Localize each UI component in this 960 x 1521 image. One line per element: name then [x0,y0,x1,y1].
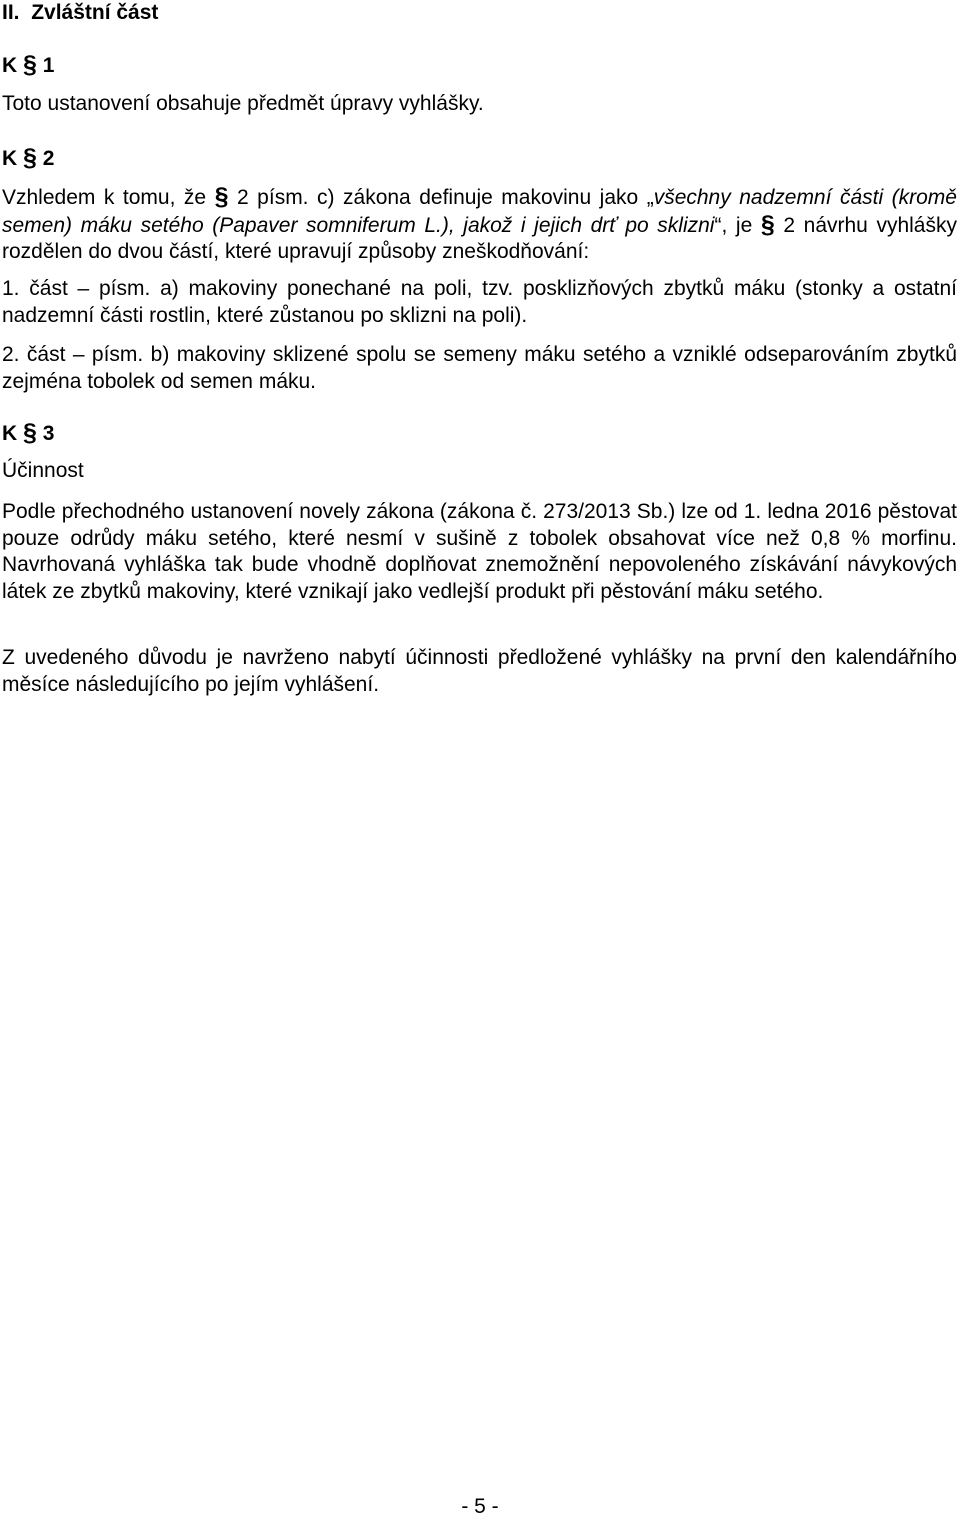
k2-definition-quote: všechny nadzemní části (kromě semen) máku setého (Papaver somniferum L.), jakož i jejich drť po sklizni [2,186,957,237]
k3-paragraph-2: Z uvedeného důvodu je navrženo nabytí účinnosti předložené vyhlášky na první den kalendářního měsíce následujícího po jejím vyhlášení. [2,646,957,696]
quote-open: „ [646,186,654,209]
k2-part-1: 1. část – písm. a) makoviny ponechané na poli, tzv. posklizňových zbytků máku (stonky a ostatní nadzemní části rostlin, které zůstanou po sklizni na poli). [2,277,957,327]
k3-number: 3 [42,422,55,445]
quote-close: “ [714,213,722,237]
section-symbol: § [23,144,37,172]
section-symbol: § [23,51,37,79]
k3-label: K [2,422,18,445]
k2-part-2: 2. část – písm. b) makoviny sklizené spolu se semeny máku setého a vzniklé odseparováním zbytků zejména tobolek od semen máku. [2,343,957,393]
k2-intro-c: , je [721,213,753,237]
page-number: - 5 - [461,1495,499,1518]
part-title: Zvláštní část [31,1,159,24]
k2-heading [2,145,957,173]
k2-intro-d: 2 návrhu vyhlášky rozdělen do dvou částí, které upravují způsoby zneškodňování: [2,213,957,263]
k1-label: K [2,54,18,77]
k1-number: 1 [42,54,55,77]
k2-label: K [2,147,18,170]
k2-intro [2,184,957,266]
k1-heading [2,52,957,80]
part-heading [2,0,957,27]
section-symbol: § [23,419,37,447]
k2-intro-a: Vzhledem k tomu, že [2,186,207,209]
section-symbol: § [760,210,775,239]
k3-paragraph-1: Podle přechodného ustanovení novely zákona (zákona č. 273/2013 Sb.) lze od 1. ledna 2016 pěstovat pouze odrůdy máku setého, které nesmí v sušině z tobolek obsahovat více než 0,8 % morfinu. Navrhovaná vyhláška tak bude vhodně doplňovat znemožnění nepovoleného získávání návykových látek ze zbytků makoviny, které vznikají jako vedlejší produkt při pěstování máku setého. [2,500,957,603]
k2-intro-b: 2 písm. c) zákona definuje makovinu jako [237,186,639,209]
k2-number: 2 [42,147,55,170]
k3-subheading: Účinnost [2,459,84,482]
k3-heading [2,420,957,448]
section-symbol: § [214,183,229,211]
part-number: II. [2,1,20,24]
k1-text: Toto ustanovení obsahuje předmět úpravy vyhlášky. [2,92,484,115]
